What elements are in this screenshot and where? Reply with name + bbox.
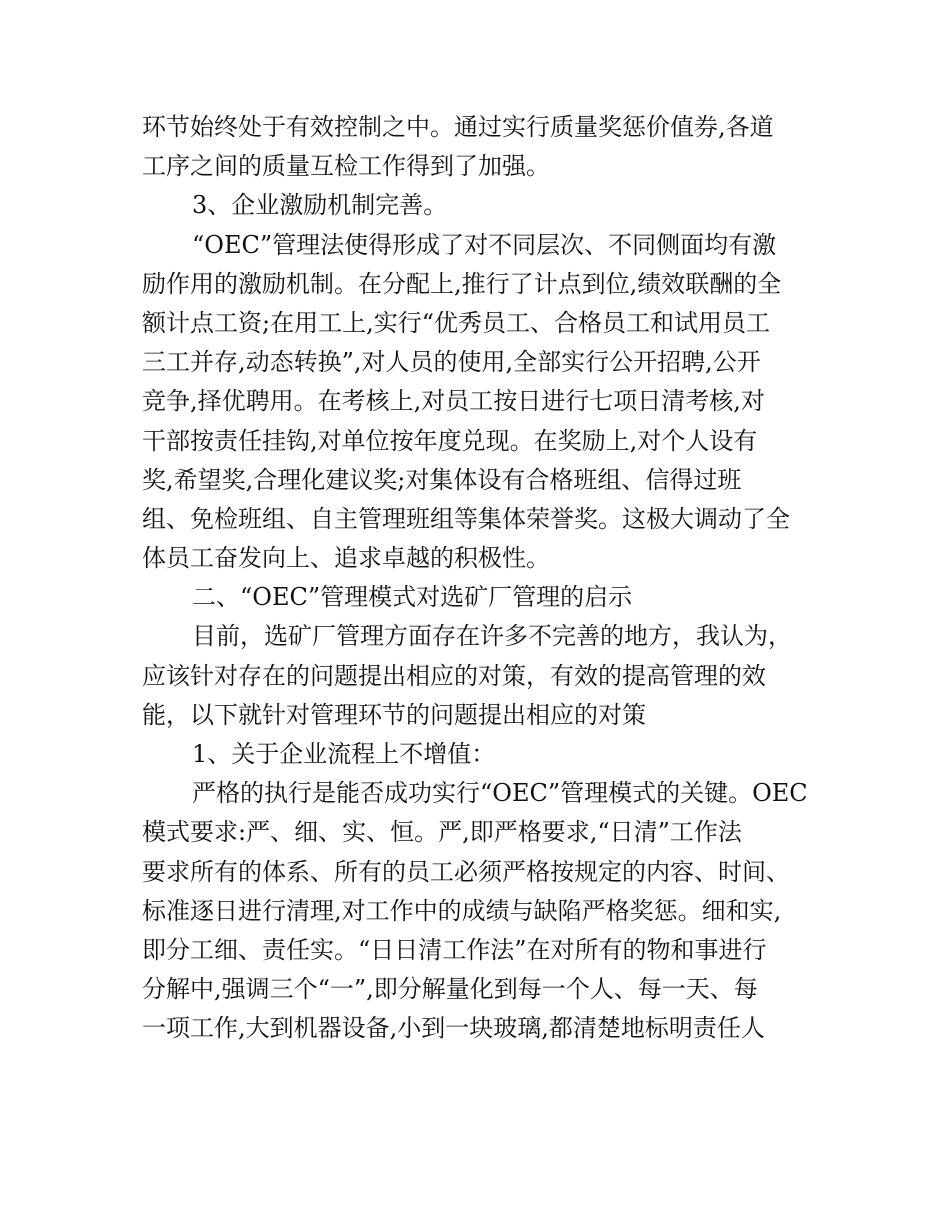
text-line: 三工并存,动态转换”,对人员的使用,全部实行公开招聘,公开 xyxy=(142,348,761,377)
text-line: 标准逐日进行清理,对工作中的成绩与缺陷严格奖惩。细和实, xyxy=(142,896,782,925)
text-line: 体员工奋发向上、追求卓越的积极性。 xyxy=(142,544,550,573)
text-line: 分解中,强调三个“一”,即分解量化到每一个人、每一天、每 xyxy=(142,975,758,1004)
text-line: 工序之间的质量互检工作得到了加强。 xyxy=(142,152,550,181)
text-line: 励作用的激励机制。在分配上,推行了计点到位,绩效联酬的全 xyxy=(142,269,782,298)
text-line: 额计点工资;在用工上,实行“优秀员工、合格员工和试用员工 xyxy=(142,308,770,337)
text-line: 3、企业激励机制完善。 xyxy=(192,191,448,220)
text-line: 环节始终处于有效控制之中。通过实行质量奖惩价值券,各道 xyxy=(142,113,774,141)
text-line: 要求所有的体系、所有的员工必须严格按规定的内容、时间、 xyxy=(142,857,790,886)
text-line: 一项工作,大到机器设备,小到一块玻璃,都清楚地标明责任人 xyxy=(142,1014,765,1043)
text-line: 二、“OEC”管理模式对选矿厂管理的启示 xyxy=(192,583,633,612)
text-line: 组、免检班组、自主管理班组等集体荣誉奖。这极大调动了全 xyxy=(142,504,790,533)
text-line: 模式要求:严、细、实、恒。严,即严格要求,“日清”工作法 xyxy=(142,818,742,847)
text-line: 干部按责任挂钩,对单位按年度兑现。在奖励上,对个人设有 xyxy=(142,426,758,455)
text-line: 目前，选矿厂管理方面存在许多不完善的地方，我认为， xyxy=(192,622,792,651)
text-line: 奖,希望奖,合理化建议奖;对集体设有合格班组、信得过班 xyxy=(142,465,742,494)
document-page xyxy=(142,108,814,1049)
text-line: 应该针对存在的问题提出相应的对策，有效的提高管理的效 xyxy=(142,661,766,690)
text-line: 1、关于企业流程上不增值： xyxy=(192,740,496,768)
text-line: 能，以下就针对管理环节的问题提出相应的对策 xyxy=(142,700,646,729)
text-line: 严格的执行是能否成功实行“OEC”管理模式的关键。OEC xyxy=(192,779,808,808)
text-line: 即分工细、责任实。“日日清工作法”在对所有的物和事进行 xyxy=(142,935,767,964)
text-line: 竞争,择优聘用。在考核上,对员工按日进行七项日清考核,对 xyxy=(142,387,765,416)
text-line: “OEC”管理法使得形成了对不同层次、不同侧面均有激 xyxy=(192,230,777,259)
